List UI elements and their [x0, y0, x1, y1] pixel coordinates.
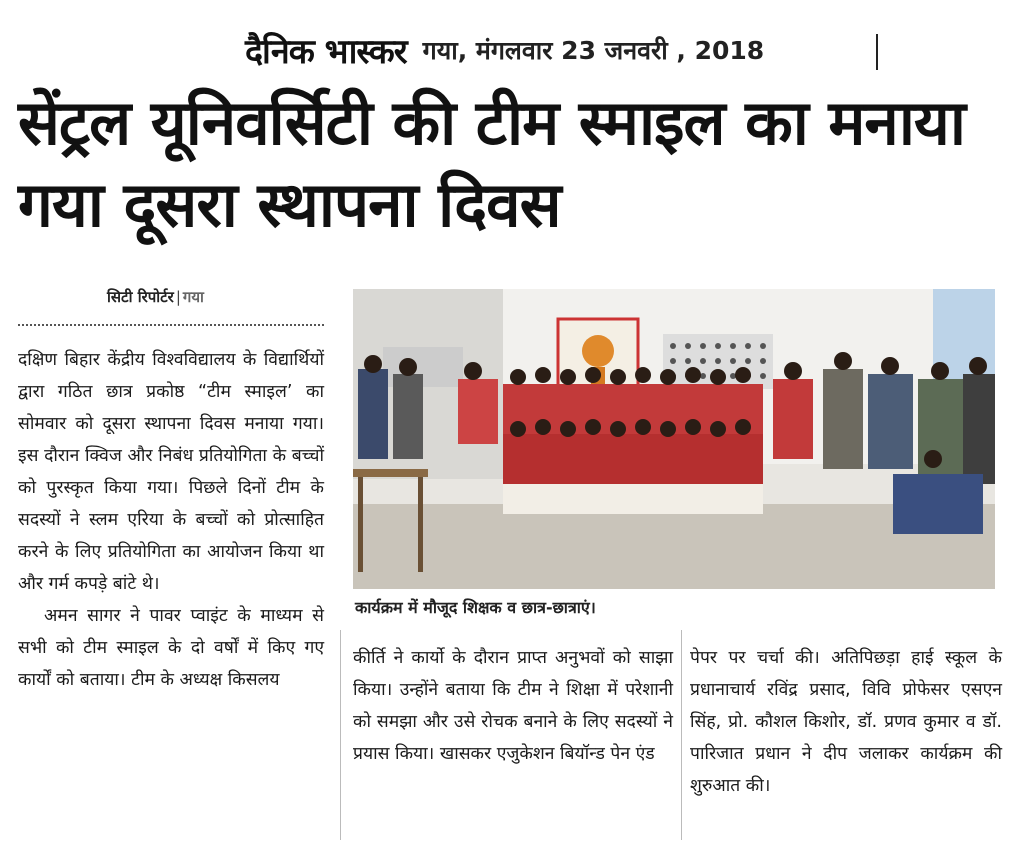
- byline-rule: [18, 324, 324, 326]
- article-paragraph: पेपर पर चर्चा की। अतिपिछड़ा हाई स्कूल के प्रधानाचार्य रविंद्र प्रसाद, विवि प्रोफेसर एसएन सिंह, प्रो. कौशल किशोर, डॉ. प्रणव कुमार व डॉ. पारिजात प्रधान ने दीप जलाकर कार्यक्रम की शुरुआत की।: [690, 648, 1002, 796]
- event-photo: [353, 289, 995, 589]
- article-column-2: [353, 642, 673, 770]
- article-paragraph: अमन सागर ने पावर प्वाइंट के माध्यम से सभी को टीम स्माइल के दो वर्षों में किए गए कार्यों को बताया। टीम के अध्यक्ष किसलय: [18, 606, 324, 690]
- photo-caption: कार्यक्रम में मौजूद शिक्षक व छात्र-छात्राएं।: [355, 598, 596, 617]
- article-column-1: [18, 344, 324, 696]
- column-divider: [681, 630, 682, 840]
- byline-separator: |: [175, 288, 181, 306]
- article-headline: सेंट्रल यूनिवर्सिटी की टीम स्माइल का मनाया गया दूसरा स्थापना दिवस: [18, 86, 965, 241]
- masthead-divider: [876, 34, 878, 70]
- group-photo-image: [353, 289, 995, 589]
- dateline: गया, मंगलवार 23 जनवरी , 2018: [422, 36, 765, 65]
- byline: [107, 287, 204, 307]
- newspaper-logo: दैनिक भास्कर: [245, 32, 407, 72]
- article-column-3: [690, 642, 1002, 802]
- masthead: [245, 30, 764, 70]
- column-divider: [340, 630, 341, 840]
- reporter-name: सिटी रिपोर्टर: [107, 288, 174, 306]
- article-paragraph: दक्षिण बिहार केंद्रीय विश्वविद्यालय के विद्यार्थियों द्वारा गठित छात्र प्रकोष्ठ “टीम स्माइल’ का सोमवार को दूसरा स्थापना दिवस मनाया गया। इस दौरान क्विज और निबंध प्रतियोगिता के बच्चों को पुरस्कृत किया गया। पिछले दिनों टीम के सदस्यों ने स्लम एरिया के बच्चों को प्रोत्साहित करने के लिए प्रतियोगिता का आयोजन किया था और गर्म कपड़े बांटे थे।: [18, 350, 324, 594]
- byline-place: गया: [182, 288, 204, 306]
- article-paragraph: कीर्ति ने कार्यो के दौरान प्राप्त अनुभवों को साझा किया। उन्होंने बताया कि टीम ने शिक्षा में परेशानी को समझा और उसे रोचक बनाने के लिए सदस्यों ने प्रयास किया। खासकर एजुकेशन बियॉन्ड पेन एंड: [353, 648, 673, 764]
